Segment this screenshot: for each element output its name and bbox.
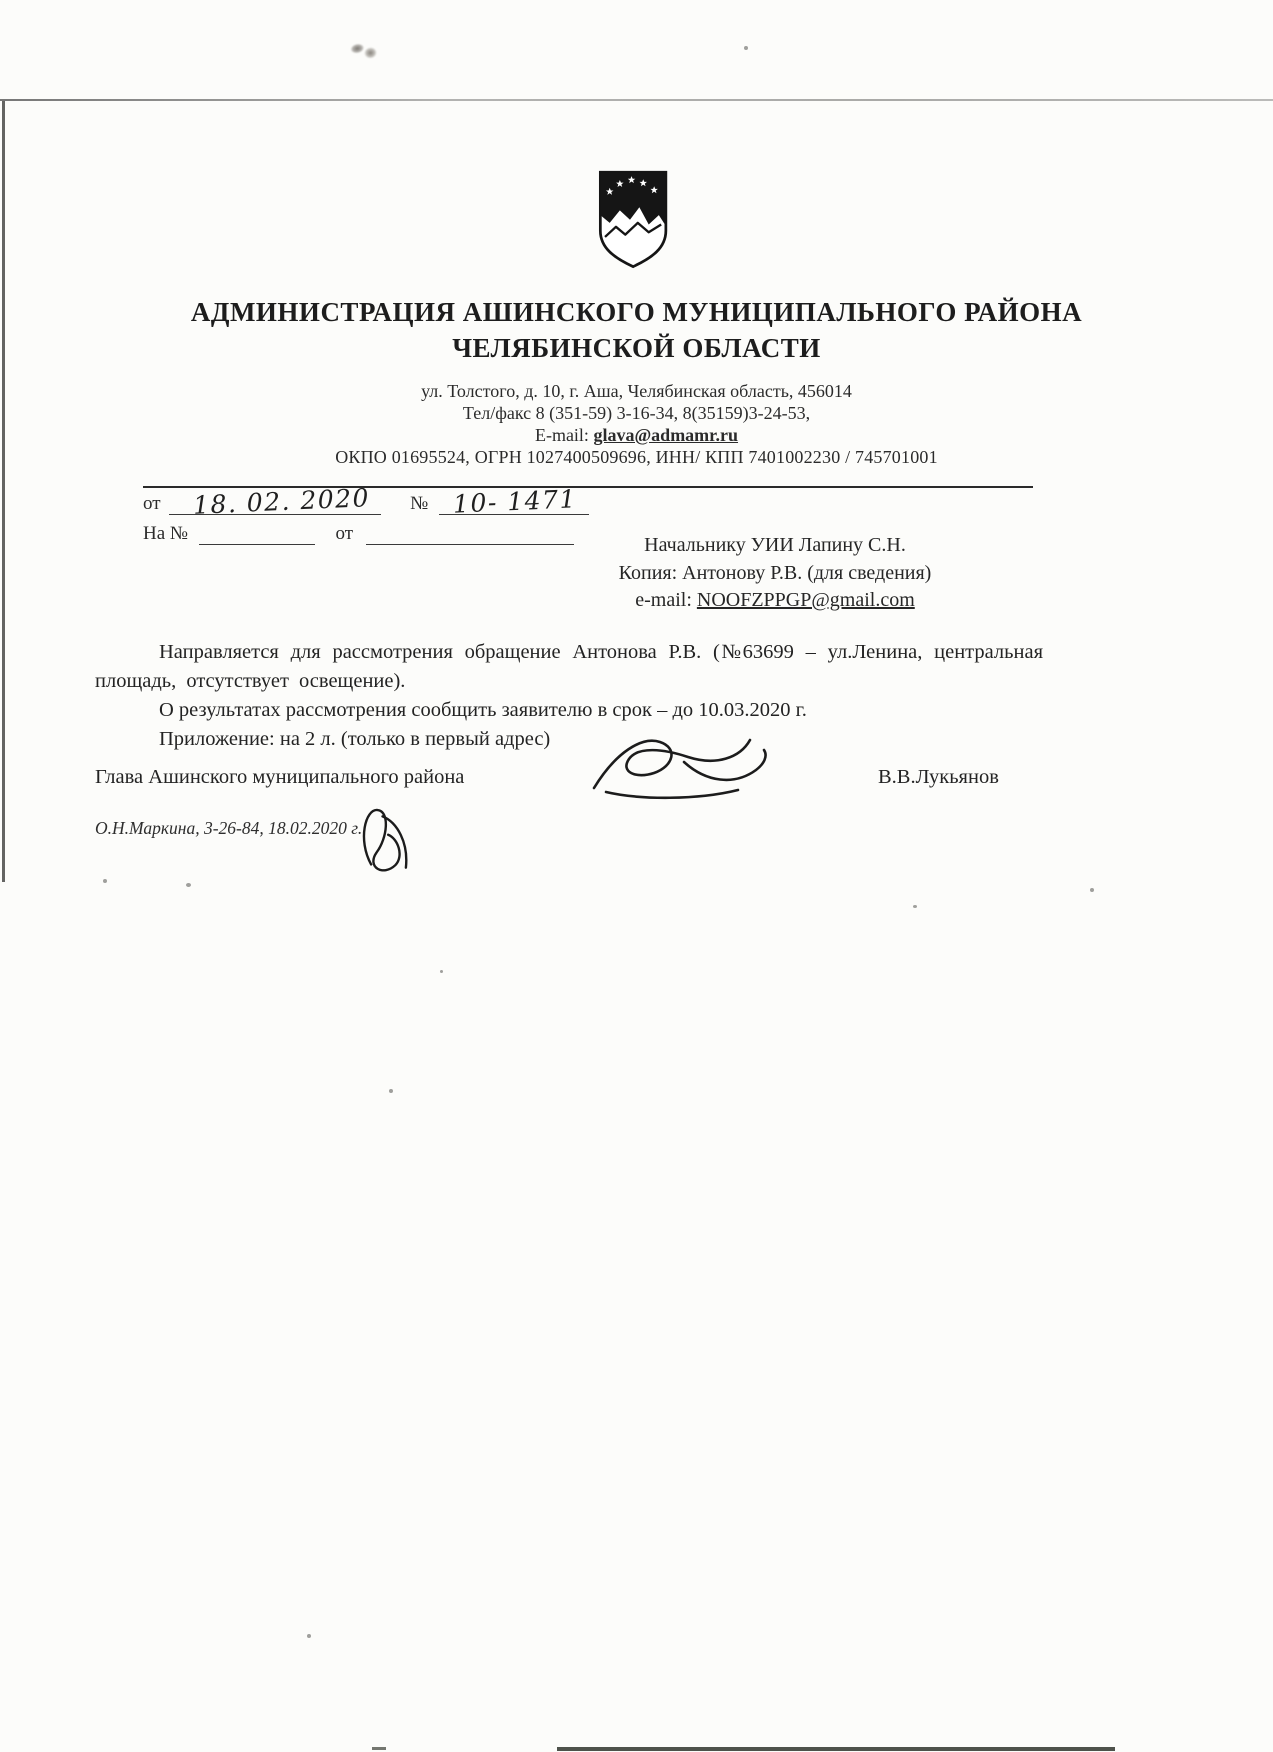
- reference-from-label: от: [143, 493, 161, 514]
- scan-speck: [186, 883, 191, 887]
- recipient-email-line: [585, 587, 965, 615]
- scan-bottom-edge-bar: [557, 1747, 1115, 1751]
- scan-speck: [440, 970, 443, 973]
- letterhead-email-label: E-mail:: [534, 425, 594, 445]
- scan-speck: [913, 905, 917, 908]
- body-paragraph-1: Направляется для рассмотрения обращение Антонова Р.В. (№63699 – ул.Ленина, центральная площадь, отсутствует освещение).: [95, 641, 1043, 692]
- scan-speck: [307, 1634, 311, 1638]
- recipient-line1: Начальнику УИИ Лапину С.Н.: [644, 534, 906, 556]
- signatory-name: В.В.Лукьянов: [878, 766, 999, 788]
- recipient-email-value: NOOFZPPGP@gmail.com: [696, 589, 915, 611]
- scan-left-edge-line: [2, 101, 5, 882]
- reference-number-label: №: [410, 493, 429, 514]
- letterhead-codes: ОКПО 01695524, ОГРН 1027400509696, ИНН/ КПП 7401002230 / 745701001: [335, 447, 938, 467]
- reference-reply-number-field: [199, 522, 315, 545]
- coat-of-arms-icon: [594, 168, 672, 270]
- scan-smudge-artifact: [346, 35, 385, 68]
- letterhead-phone: Тел/факс 8 (351-59) 3-16-34, 8(35159)3-24-53,: [462, 403, 811, 423]
- body-paragraph-2: О результатах рассмотрения сообщить заявителю в срок – до 10.03.2020 г.: [159, 699, 807, 721]
- head-signature: [588, 730, 778, 808]
- letterhead-address: ул. Толстого, д. 10, г. Аша, Челябинская область, 456014: [421, 381, 852, 401]
- letterhead-contacts: [0, 380, 1273, 468]
- scan-top-edge-line: [0, 99, 1273, 101]
- letterhead-email-line: [0, 424, 1273, 446]
- letter-body: [95, 638, 1043, 754]
- reference-reply-from-label: от: [335, 523, 354, 544]
- executor-signature: [342, 791, 432, 891]
- scan-speck: [103, 879, 107, 883]
- recipient-email-label: e-mail:: [635, 589, 697, 611]
- handwritten-number: 10- 1471: [452, 484, 578, 519]
- recipient-block: [585, 532, 965, 615]
- reference-date-field: [169, 483, 381, 520]
- scan-speck: [1090, 888, 1094, 892]
- reference-reply-label: На №: [143, 523, 189, 544]
- signatory-title: Глава Ашинского муниципального района: [95, 766, 465, 788]
- reference-number-field: [439, 484, 589, 519]
- reference-row-date: [143, 483, 1033, 522]
- scan-speck: [744, 46, 748, 50]
- organization-title-line1: АДМИНИСТРАЦИЯ АШИНСКОГО МУНИЦИПАЛЬНОГО РАЙОНА: [190, 297, 1083, 327]
- scan-speck: [389, 1089, 393, 1093]
- organization-title-line2: ЧЕЛЯБИНСКОЙ ОБЛАСТИ: [452, 333, 821, 363]
- recipient-line2: Копия: Антонову Р.В. (для сведения): [618, 561, 932, 584]
- executor-note: О.Н.Маркина, 3-26-84, 18.02.2020 г.: [95, 818, 363, 838]
- letterhead-email-value: glava@admamr.ru: [593, 425, 739, 445]
- reference-reply-date-field: [366, 522, 574, 545]
- scan-bottom-edge-dot: [372, 1747, 386, 1750]
- handwritten-date: 18. 02. 2020: [192, 483, 371, 520]
- organization-title: [0, 294, 1273, 366]
- body-paragraph-3: Приложение: на 2 л. (только в первый адрес): [159, 728, 551, 750]
